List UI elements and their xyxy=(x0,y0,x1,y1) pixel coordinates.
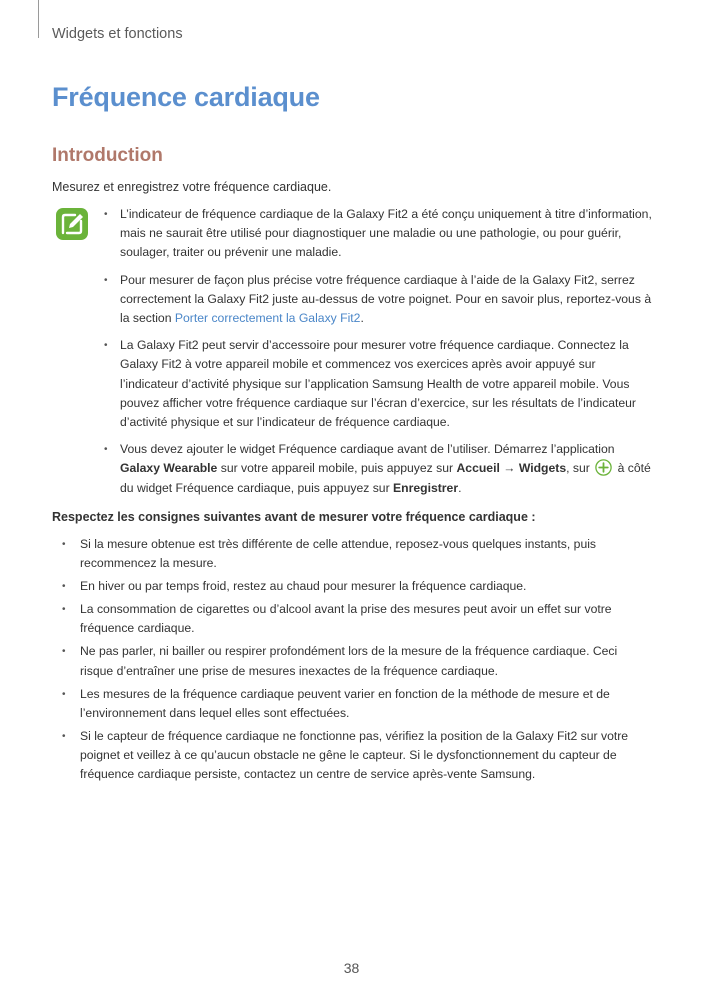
app-name: Galaxy Wearable xyxy=(120,461,218,476)
page-number: 38 xyxy=(343,960,360,976)
wear-guide-link[interactable]: Porter correctement la Galaxy Fit2 xyxy=(174,311,361,326)
note-text: L’indicateur de fréquence cardiaque de la Galaxy Fit2 a été conçu uniquement à titre d’information, mais ne saurait être utilisé pour diagnostiquer une maladie ou une pathologie, ou pour guérir, soulager, traiter ou prévenir une maladie. xyxy=(120,207,652,260)
precaution-item: • En hiver ou par temps froid, restez au chaud pour mesurer la fréquence cardiaque. xyxy=(62,577,642,596)
precaution-item: • Si la mesure obtenue est très différente de celle attendue, reposez-vous quelques instants, puis recommencez la mesure. xyxy=(62,535,642,573)
note-text: . xyxy=(360,311,364,326)
note-text: La Galaxy Fit2 peut servir d’accessoire pour mesurer votre fréquence cardiaque. Connectez la Galaxy Fit2 à votre appareil mobile et commencez vos exercices après avoir appuyé sur l’indicateur d’activité physique sur l’application Samsung Health de votre appareil mobile. Vous pouvez afficher votre fréquence cardiaque sur l’écran d’exercice, sur les résultats de l’indicateur d’activité physique et sur l’indicateur de fréquence cardiaque. xyxy=(120,338,636,430)
add-plus-icon xyxy=(595,459,612,476)
note-text: . xyxy=(458,480,462,495)
arrow-text: → xyxy=(499,461,519,476)
note-text: Pour mesurer de façon plus précise votre fréquence cardiaque à l’aide de la Galaxy Fit2, serrez correctement la Galaxy Fit2 juste au-dessus de votre poignet. Pour en savoir plus, reportez-vous à la section xyxy=(120,272,652,326)
note-pencil-icon xyxy=(55,207,89,241)
notes-list xyxy=(104,205,652,506)
precaution-item: • La consommation de cigarettes ou d’alcool avant la prise des mesures peut avoir un effet sur votre fréquence cardiaque. xyxy=(62,600,642,638)
precautions-heading: Respectez les consignes suivantes avant de mesurer votre fréquence cardiaque : xyxy=(52,510,536,524)
precaution-item: • Si le capteur de fréquence cardiaque ne fonctionne pas, vérifiez la position de la Galaxy Fit2 sur votre poignet et veillez à ce qu’aucun obstacle ne gêne le capteur. Si le dysfonctionnement du capteur de fréquence cardiaque persiste, contactez un centre de service après-vente Samsung. xyxy=(62,727,642,785)
precaution-item: • Les mesures de la fréquence cardiaque peuvent varier en fonction de la méthode de mesure et de l’environnement dans lequel elles sont effectuées. xyxy=(62,685,642,723)
header-rule xyxy=(38,0,39,38)
note-item xyxy=(104,271,652,329)
note-text: à côté du widget Fréquence cardiaque, puis appuyez sur xyxy=(120,461,651,495)
note-text: , sur xyxy=(566,461,594,476)
note-text: sur votre appareil mobile, puis appuyez sur xyxy=(217,461,457,476)
menu-home: Accueil xyxy=(456,461,500,476)
note-text: Vous devez ajouter le widget Fréquence cardiaque avant de l’utiliser. Démarrez l’application xyxy=(120,442,615,457)
note-item xyxy=(104,440,652,498)
save-label: Enregistrer xyxy=(393,480,459,495)
page-title: Fréquence cardiaque xyxy=(52,82,320,112)
precautions-list xyxy=(62,535,642,788)
section-subtitle: Introduction xyxy=(52,145,163,166)
intro-text: Mesurez et enregistrez votre fréquence cardiaque. xyxy=(52,180,332,194)
note-item xyxy=(104,336,652,432)
header-section-label: Widgets et fonctions xyxy=(52,26,183,42)
menu-widgets: Widgets xyxy=(518,461,567,476)
note-item xyxy=(104,205,652,263)
precaution-item: • Ne pas parler, ni bailler ou respirer profondément lors de la mesure de la fréquence cardiaque. Ceci risque d’entraîner une prise de mesures inexactes de la fréquence cardiaque. xyxy=(62,642,642,680)
